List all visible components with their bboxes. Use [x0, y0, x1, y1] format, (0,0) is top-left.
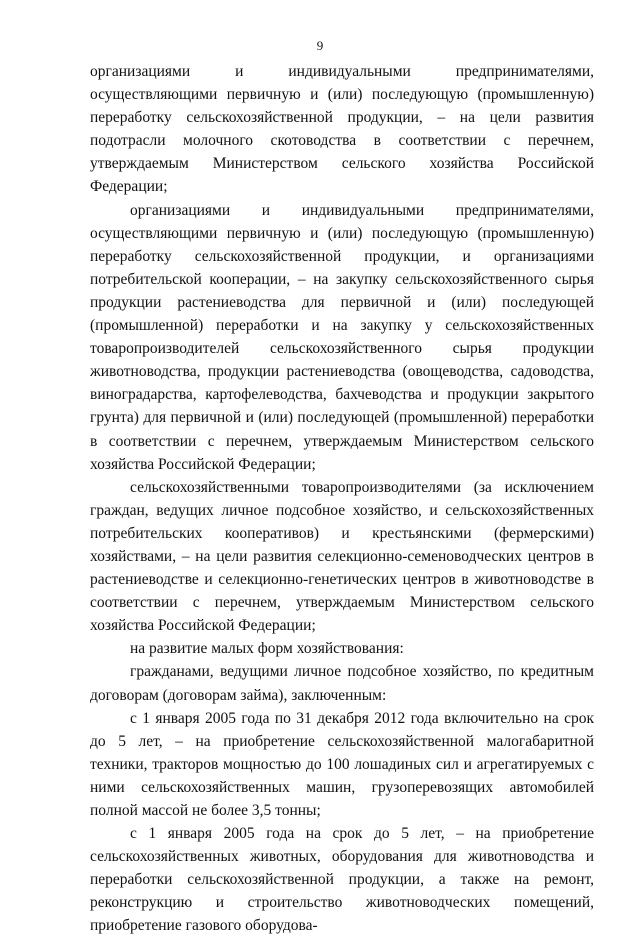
paragraph: организациями и индивидуальными предпринимателями, осуществляющими первичную и (или) последующую (промышленную) переработку сельскохозяйственной продукции, и организациями потребительской кооперации, – на закупку сельскохозяйственного сырья продукции растениеводства для первичной и (или) последующей (промышленной) переработки и на закупку у сельскохозяйственных товаропроизводителей сельскохозяйственного сырья продукции животноводства, продукции растениеводства (овощеводства, садоводства, виноградарства, картофелеводства, бахчеводства и продукции закрытого грунта) для первичной и (или) последующей (промышленной) переработки в соответствии с перечнем, утверждаемым Министерством сельского хозяйства Российской Федерации;	[90, 201, 594, 473]
paragraph: на развитие малых форм хозяйствования:	[130, 640, 404, 658]
paragraph: организациями и индивидуальными предпринимателями, осуществляющими первичную и (или) последующую (промышленную) переработку сельскохозяйственной продукции, – на цели развития подотрасли молочного скотоводства в соответствии с перечнем, утверждаемым Министерством сельского хозяйства Российской Федерации;	[90, 63, 594, 196]
paragraph: с 1 января 2005 года по 31 декабря 2012 года включительно на срок до 5 лет, – на приобретение сельскохозяйственной малогабаритной техники, тракторов мощностью до 100 лошадиных сил и агрегатируемых с ними сельскохозяйственных машин, грузоперевозящих автомобилей полной массой не более 3,5 тонны;	[90, 709, 594, 819]
document-body	[90, 60, 594, 938]
paragraph: гражданами, ведущими личное подсобное хозяйство, по кредитным договорам (договорам займа), заключенным:	[90, 663, 594, 704]
paragraph: сельскохозяйственными товаропроизводителями (за исключением граждан, ведущих личное подсобное хозяйство, и сельскохозяйственных потребительских кооперативов) и крестьянскими (фермерскими) хозяйствами, – на цели развития селекционно-семеноводческих центров в растениеводстве и селекционно-генетических центров в животноводстве в соответствии с перечнем, утверждаемым Министерством сельского хозяйства Российской Федерации;	[90, 478, 594, 635]
paragraph: с 1 января 2005 года на срок до 5 лет, – на приобретение сельскохозяйственных животных, оборудования для животноводства и переработки сельскохозяйственной продукции, а также на ремонт, реконструкцию и строительство животноводческих помещений, приобретение газового оборудова-	[90, 825, 594, 935]
page-number: 9	[316, 38, 324, 53]
